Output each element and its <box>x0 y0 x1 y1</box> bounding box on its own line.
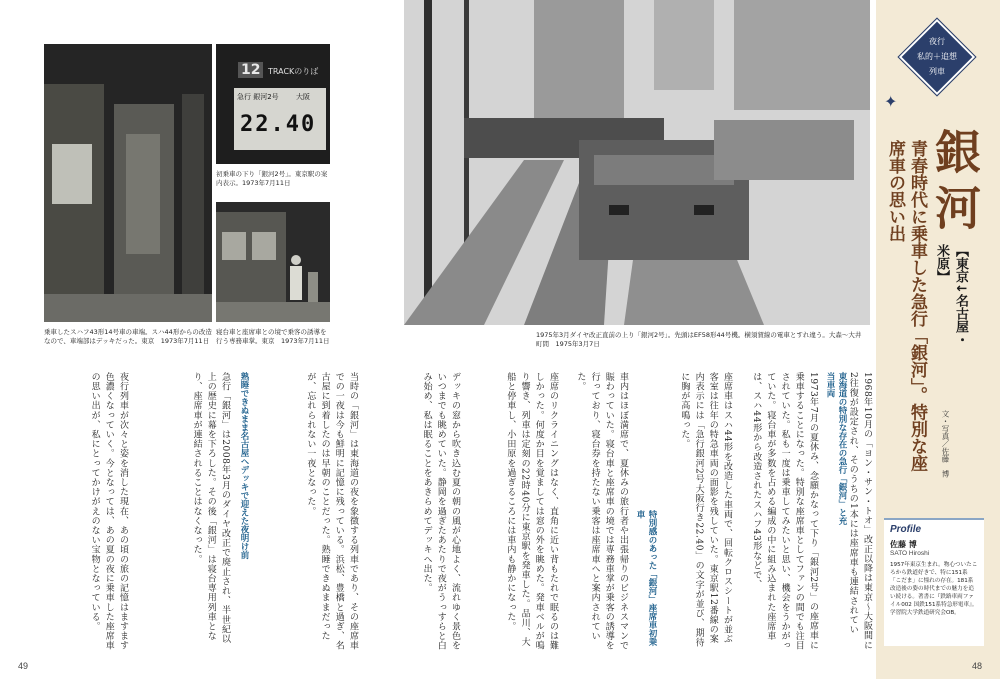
platform-illustration <box>216 202 330 322</box>
train-illustration <box>404 0 870 325</box>
profile-box <box>884 518 984 646</box>
photo-conductor-platform <box>216 202 330 322</box>
right-body-para-7: 東京駅12番線の案内表示には「急行銀河2号大阪行き22.40」の文字が並び、期待に胸が高鳴った。 <box>679 372 718 648</box>
profile-heading: Profile <box>890 524 922 535</box>
left-body-para-10: 夜行列車が次々と姿を消した現在、あの頃の旅の記憶はますます色濃くなっていく。 <box>103 372 128 651</box>
caption-ef58-train: 1975年3月ダイヤ改正直前の上り「銀河2号」。先頭はEF58形44号機。横須賀線の電車とすれ違う。大森〜大井町間 1975年3月7日 <box>536 331 862 348</box>
subhead-first-ride: 特別感のあった「銀河」座席車初乗車 <box>635 510 657 646</box>
right-body-para-3: 1968年10月の「ヨン・サン・トオ」改正以降は東京〜大阪間に2往復が設定され、そのうちの1本には座席車も連結されてい <box>847 372 872 650</box>
left-body-col-5 <box>468 372 560 652</box>
page-number-left: 49 <box>18 661 29 671</box>
badge-char-1: 夜 <box>929 37 937 46</box>
board-track-label: TRACKのりば <box>268 67 319 76</box>
article-route: 【東京↓名古屋・米原】 <box>934 244 968 346</box>
badge-char-2: 行 <box>937 37 945 46</box>
right-body-para-9: 寝台車と座席車の境では専務車掌が乗客の誘導を行っており、寝台券を持たない乗客は座席車へと案内されていた。 <box>575 372 614 651</box>
right-body-para-6: 1973年7月の夏休み、念願かなって下り「銀河2号」の座席車に乗車することになった。 <box>793 372 818 650</box>
right-body-col-2 <box>660 372 734 652</box>
profile-romaji: SATO Hiroshi <box>890 550 930 557</box>
right-body-para-5: 特別な座席車としてファンの間でも注目されていた。私も一度は乗車してみたいと思い、機会をうかがっていた。 <box>765 372 804 651</box>
subhead-night-dawn: 熟睡できぬまま名古屋へデッキで迎えた夜明け前 <box>239 372 249 559</box>
left-body-col-3 <box>264 372 360 652</box>
right-body-para-8: 座席車はスハ44形を改造した車両で、回転クロスシートが並ぶ客室は往年の特急車両の面影を残していた。 <box>707 372 732 644</box>
left-body-col-2 <box>136 372 232 652</box>
car-end-illustration <box>44 44 212 322</box>
left-body-col-1 <box>44 372 130 652</box>
photo-car-end <box>44 44 212 322</box>
board-destination: 大阪 <box>296 93 310 101</box>
caption-car-end: 乗車したスハフ43形14号車の車端。スハ44形からの改造なので、車端部はデッキだった。東京 1973年7月11日 <box>44 328 212 345</box>
left-body-para-9: 今となっては、あの夏の夜に乗車した座席車の思い出が、私にとってかけがえのない宝物となっている。 <box>89 372 114 651</box>
left-body-para-2: 座席のリクライニングはなく、直角に近い背もたれで眠るのは難しかった。何度か目を覚ましては窓の外を眺めた。 <box>533 372 558 651</box>
left-body-para-8: 急行「銀河」は2008年3月のダイヤ改正で廃止され、半世紀以上の歴史に幕を下ろした。 <box>205 372 230 644</box>
profile-name: 佐藤 博 <box>890 540 917 549</box>
left-body-para-7: その後「銀河」は寝台専用列車となり、座席車が連結されることはなくなった。 <box>191 372 216 641</box>
right-body-para-10: 車内はほぼ満席で、夏休みの旅行者や出張帰りのビジネスマンで賑わっていた。 <box>603 372 628 651</box>
left-body-para-1: 発車ベルが鳴り響き、列車は定刻の22時40分に東京駅を発車した。品川、大船と停車し、小田原を過ぎるころには車内も静かになった。 <box>505 372 544 651</box>
left-body-col-4 <box>366 372 462 652</box>
board-time: 22.40 <box>240 112 317 137</box>
photo-departure-board <box>216 44 330 164</box>
article-title: 銀河 <box>928 128 982 240</box>
photo-ef58-train <box>404 0 870 325</box>
article-credit: 文・写真／佐藤 博 <box>941 410 950 478</box>
caption-conductor: 寝台車と座席車との境で乗客の誘導を行う専務車掌。東京 1973年7月11日 <box>216 328 330 345</box>
profile-bio: 1957年東京生まれ。物心ついたころから鉄道好きで、特に151系「こだま」に憧れの存在。181系改造後の姿の時代までの魅力を追い続ける。著書に『鉄路車両ファイル002 国鉄151系特急形電車』。学習院大学鉄道研究会OB。 <box>890 562 978 616</box>
page-number-right: 48 <box>971 661 982 671</box>
series-badge-text <box>908 34 966 82</box>
board-panel <box>234 88 326 150</box>
subhead-ginga-vehicles: 東海道の特別な存在の急行「銀河」と充当車両 <box>825 372 847 525</box>
right-body-col-4 <box>846 372 874 652</box>
left-body-para-5: 浜松、豊橋と過ぎ、名古屋に到着したのは早朝のことだった。熟睡できぬままだったが、忘れられない一夜となった。 <box>305 372 344 651</box>
board-train-type: 急行 銀河2号 <box>237 93 279 101</box>
right-body-col-1 <box>566 372 630 652</box>
left-body-para-6: 当時の「銀河」は東海道の夜を象徴する列車であり、その座席車での一夜は今も鮮明に記憶に残っている。 <box>333 372 358 651</box>
left-body-para-4: デッキの窓から吹き込む夏の朝の風が心地よく、流れゆく景色をいつまでも眺めていた。 <box>435 372 460 651</box>
board-track-number: 12 <box>238 62 263 78</box>
right-body-para-4: 寝台車が多数を占める編成の中に組み込まれた座席車は、スハ44形から改造されたスハフ43形などで、 <box>751 372 776 641</box>
badge-bottom: 列車 <box>929 67 945 76</box>
caption-departure-board: 初乗車の下り「銀河2号」。東京駅の案内表示。1973年7月11日 <box>216 170 328 187</box>
article-subtitle: 青春時代に乗車した急行「銀河」。特別な座席車の思い出 <box>885 140 927 472</box>
sparkle-icon: ✦ <box>884 92 898 111</box>
left-body-para-3: 静岡を過ぎたあたりで夜がうっすらと白み始め、私は眠ることをあきらめてデッキへ出た。 <box>421 372 446 651</box>
badge-middle: 私的＋追想 <box>917 52 957 61</box>
right-body-col-3 <box>740 372 820 652</box>
